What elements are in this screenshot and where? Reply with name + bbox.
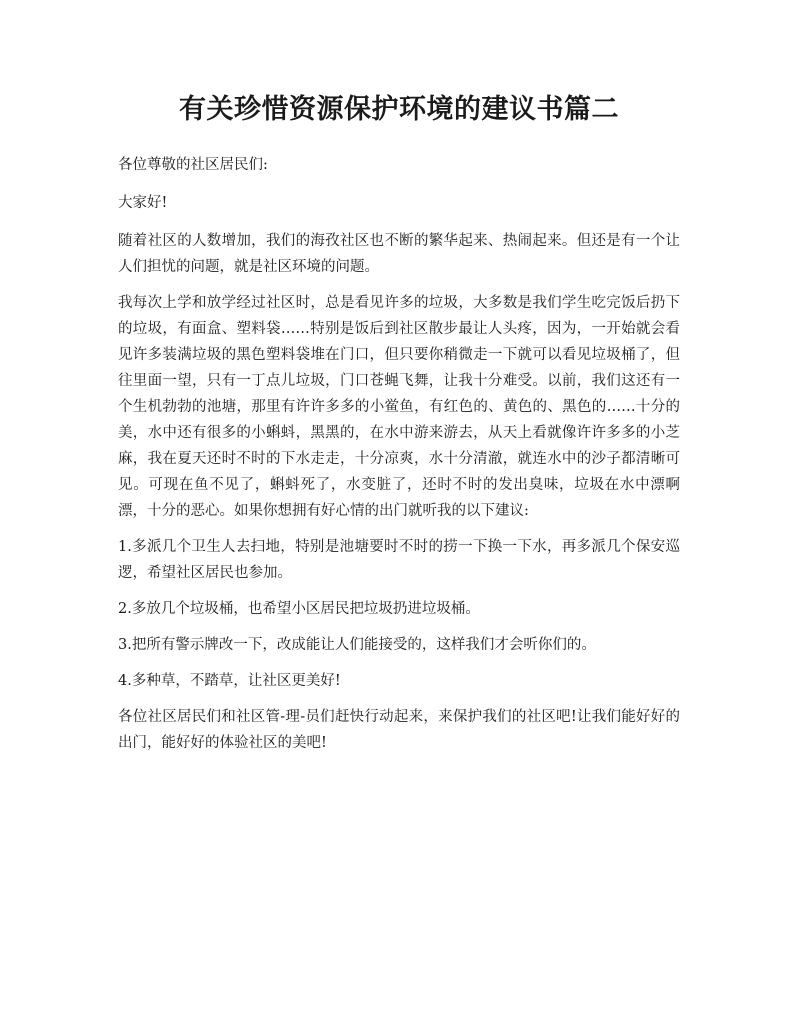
closing-paragraph: 各位社区居民们和社区管-理-员们赶快行动起来，来保护我们的社区吧!让我们能好好的出门，能好好的体验社区的美吧! — [118, 709, 680, 751]
greeting: 大家好! — [118, 195, 168, 211]
suggestion-item: 3.把所有警示牌改一下，改成能让人们能接受的，这样我们才会听你们的。 — [118, 637, 596, 653]
document-title: 有关珍惜资源保护环境的建议书篇二 — [179, 94, 619, 125]
salutation: 各位尊敬的社区居民们: — [118, 157, 268, 173]
paragraph-description: 我每次上学和放学经过社区时，总是看见许多的垃圾，大多数是我们学生吃完饭后扔下的垃圾，有面盒、塑料袋……特别是饭后到社区散步最让人头疼，因为，一开始就会看见许多装满垃圾的黑色塑料袋堆在门口，但只要你稍微走一下就可以看见垃圾桶了，但往里面一望，只有一丁点儿垃圾，门口苍蝇飞舞，让我十分难受。以前，我们这还有一个生机勃勃的池塘，那里有许许多多的小鲎鱼，有红色的、黄色的、黑色的……十分的美，水中还有很多的小蝌蚪，黑黑的，在水中游来游去，从天上看就像许许多多的小芝麻，我在夏天还时不时的下水走走，十分凉爽，水十分清澈，就连水中的沙子都清晰可见。可现在鱼不见了，蝌蚪死了，水变脏了，还时不时的发出臭味，垃圾在水中漂啊漂，十分的恶心。如果你想拥有好心情的出门就听我的以下建议: — [118, 295, 680, 519]
suggestion-item: 4.多种草，不踏草，让社区更美好! — [118, 673, 341, 689]
paragraph-intro: 随着社区的人数增加，我们的海孜社区也不断的繁华起来、热闹起来。但还是有一个让人们担忧的问题，就是社区环境的问题。 — [118, 233, 680, 275]
suggestion-item: 1.多派几个卫生人去扫地，特别是池塘要时不时的捞一下换一下水，再多派几个保安巡逻，希望社区居民也参加。 — [118, 539, 680, 581]
document-page — [118, 90, 680, 766]
suggestion-item: 2.多放几个垃圾桶，也希望小区居民把垃圾扔进垃圾桶。 — [118, 601, 480, 617]
